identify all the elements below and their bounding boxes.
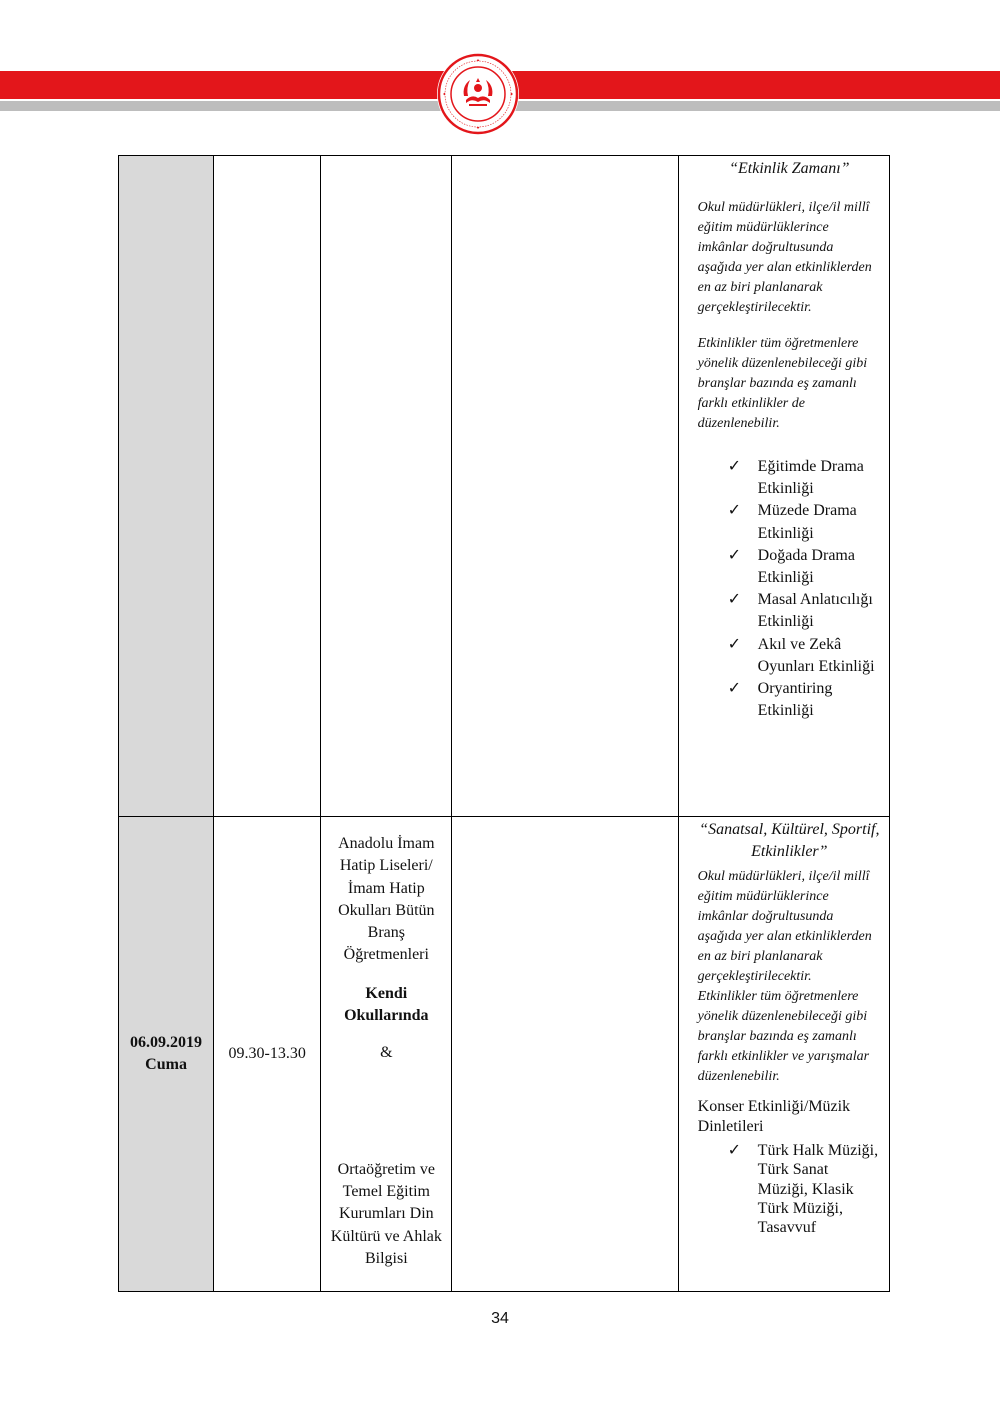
day-text: Cuma xyxy=(145,1056,187,1073)
list-item xyxy=(728,634,881,678)
list-item xyxy=(728,1141,881,1237)
activity-checklist xyxy=(698,456,881,722)
participants-cell xyxy=(321,817,452,1292)
activity-paragraph: Okul müdürlükleri, ilçe/il millî eğitim müdürlüklerince imkânlar doğrultusunda aşağıda yer alan etkinliklerden en az biri planlanarak gerçekleştirilecektir. xyxy=(697,869,872,984)
empty-cell xyxy=(452,156,678,817)
schedule-table xyxy=(118,155,890,1292)
activity-paragraph: Etkinlikler tüm öğretmenlere yönelik düzenlenebileceği gibi branşlar bazında eş zamanlı farklı etkinlikler de düzenlenebilir. xyxy=(697,336,868,431)
time-text: 09.30-13.30 xyxy=(228,1045,306,1062)
activity-title: “Sanatsal, Kültürel, Sportif, Etkinlikler” xyxy=(699,821,880,860)
activity-paragraph: Etkinlikler tüm öğretmenlere yönelik düzenlenebileceği gibi branşlar bazında eş zamanlı farklı etkinlikler ve yarışmalar düzenlenebilir. xyxy=(697,989,870,1084)
connector-text: & xyxy=(380,1044,393,1062)
location-text: Kendi Okullarında xyxy=(344,984,429,1025)
table-row xyxy=(119,156,890,817)
date-text: 06.09.2019 xyxy=(130,1034,203,1051)
activity-checklist xyxy=(698,1141,881,1237)
checkmark-icon: ✓ xyxy=(727,546,742,564)
time-cell xyxy=(214,156,321,817)
participant-group: Anadolu İmam Hatip Liseleri/İmam Hatip Okulları Bütün Branş Öğretmenleri xyxy=(338,835,435,964)
checkmark-icon: ✓ xyxy=(727,458,742,475)
activity-subheading: Konser Etkinliği/Müzik Dinletileri xyxy=(697,1098,851,1135)
list-item-label: Akıl ve Zekâ Oyunları Etkinliği xyxy=(757,635,875,675)
activity-title: “Etkinlik Zamanı” xyxy=(729,160,850,177)
ministry-seal-logo xyxy=(436,52,520,136)
list-item-label: Türk Halk Müziği, Türk Sanat Müziği, Klasik Türk Müziği, Tasavvuf xyxy=(757,1142,879,1237)
list-item xyxy=(728,678,881,722)
activity-paragraph: Okul müdürlükleri, ilçe/il millî eğitim müdürlüklerince imkânlar doğrultusunda aşağıda yer alan etkinliklerden en az biri planlanarak gerçekleştirilecektir. xyxy=(697,200,872,315)
list-item-label: Masal Anlatıcılığı Etkinliği xyxy=(757,591,873,631)
activity-cell xyxy=(678,817,889,1292)
date-cell xyxy=(119,156,214,817)
time-cell xyxy=(214,817,321,1292)
list-item xyxy=(728,589,881,633)
date-cell xyxy=(119,817,214,1292)
list-item-label: Müzede Drama Etkinliği xyxy=(757,502,857,542)
participants-cell xyxy=(321,156,452,817)
checkmark-icon: ✓ xyxy=(727,591,742,609)
list-item-label: Eğitimde Drama Etkinliği xyxy=(757,458,864,498)
participant-group: Ortaöğretim ve Temel Eğitim Kurumları Din Kültürü ve Ahlak Bilgisi xyxy=(330,1160,442,1267)
checkmark-icon: ✓ xyxy=(727,635,742,653)
list-item-label: Doğada Drama Etkinliği xyxy=(757,546,855,587)
list-item xyxy=(728,456,881,500)
table-row xyxy=(119,817,890,1292)
empty-cell xyxy=(452,817,678,1292)
checkmark-icon: ✓ xyxy=(727,502,742,520)
page-number: 34 xyxy=(491,1310,509,1327)
activity-cell xyxy=(678,156,889,817)
list-item-label: Oryantiring Etkinliği xyxy=(757,680,833,720)
checkmark-icon: ✓ xyxy=(727,680,742,698)
list-item xyxy=(728,545,881,589)
list-item xyxy=(728,500,881,544)
checkmark-icon: ✓ xyxy=(727,1142,742,1159)
